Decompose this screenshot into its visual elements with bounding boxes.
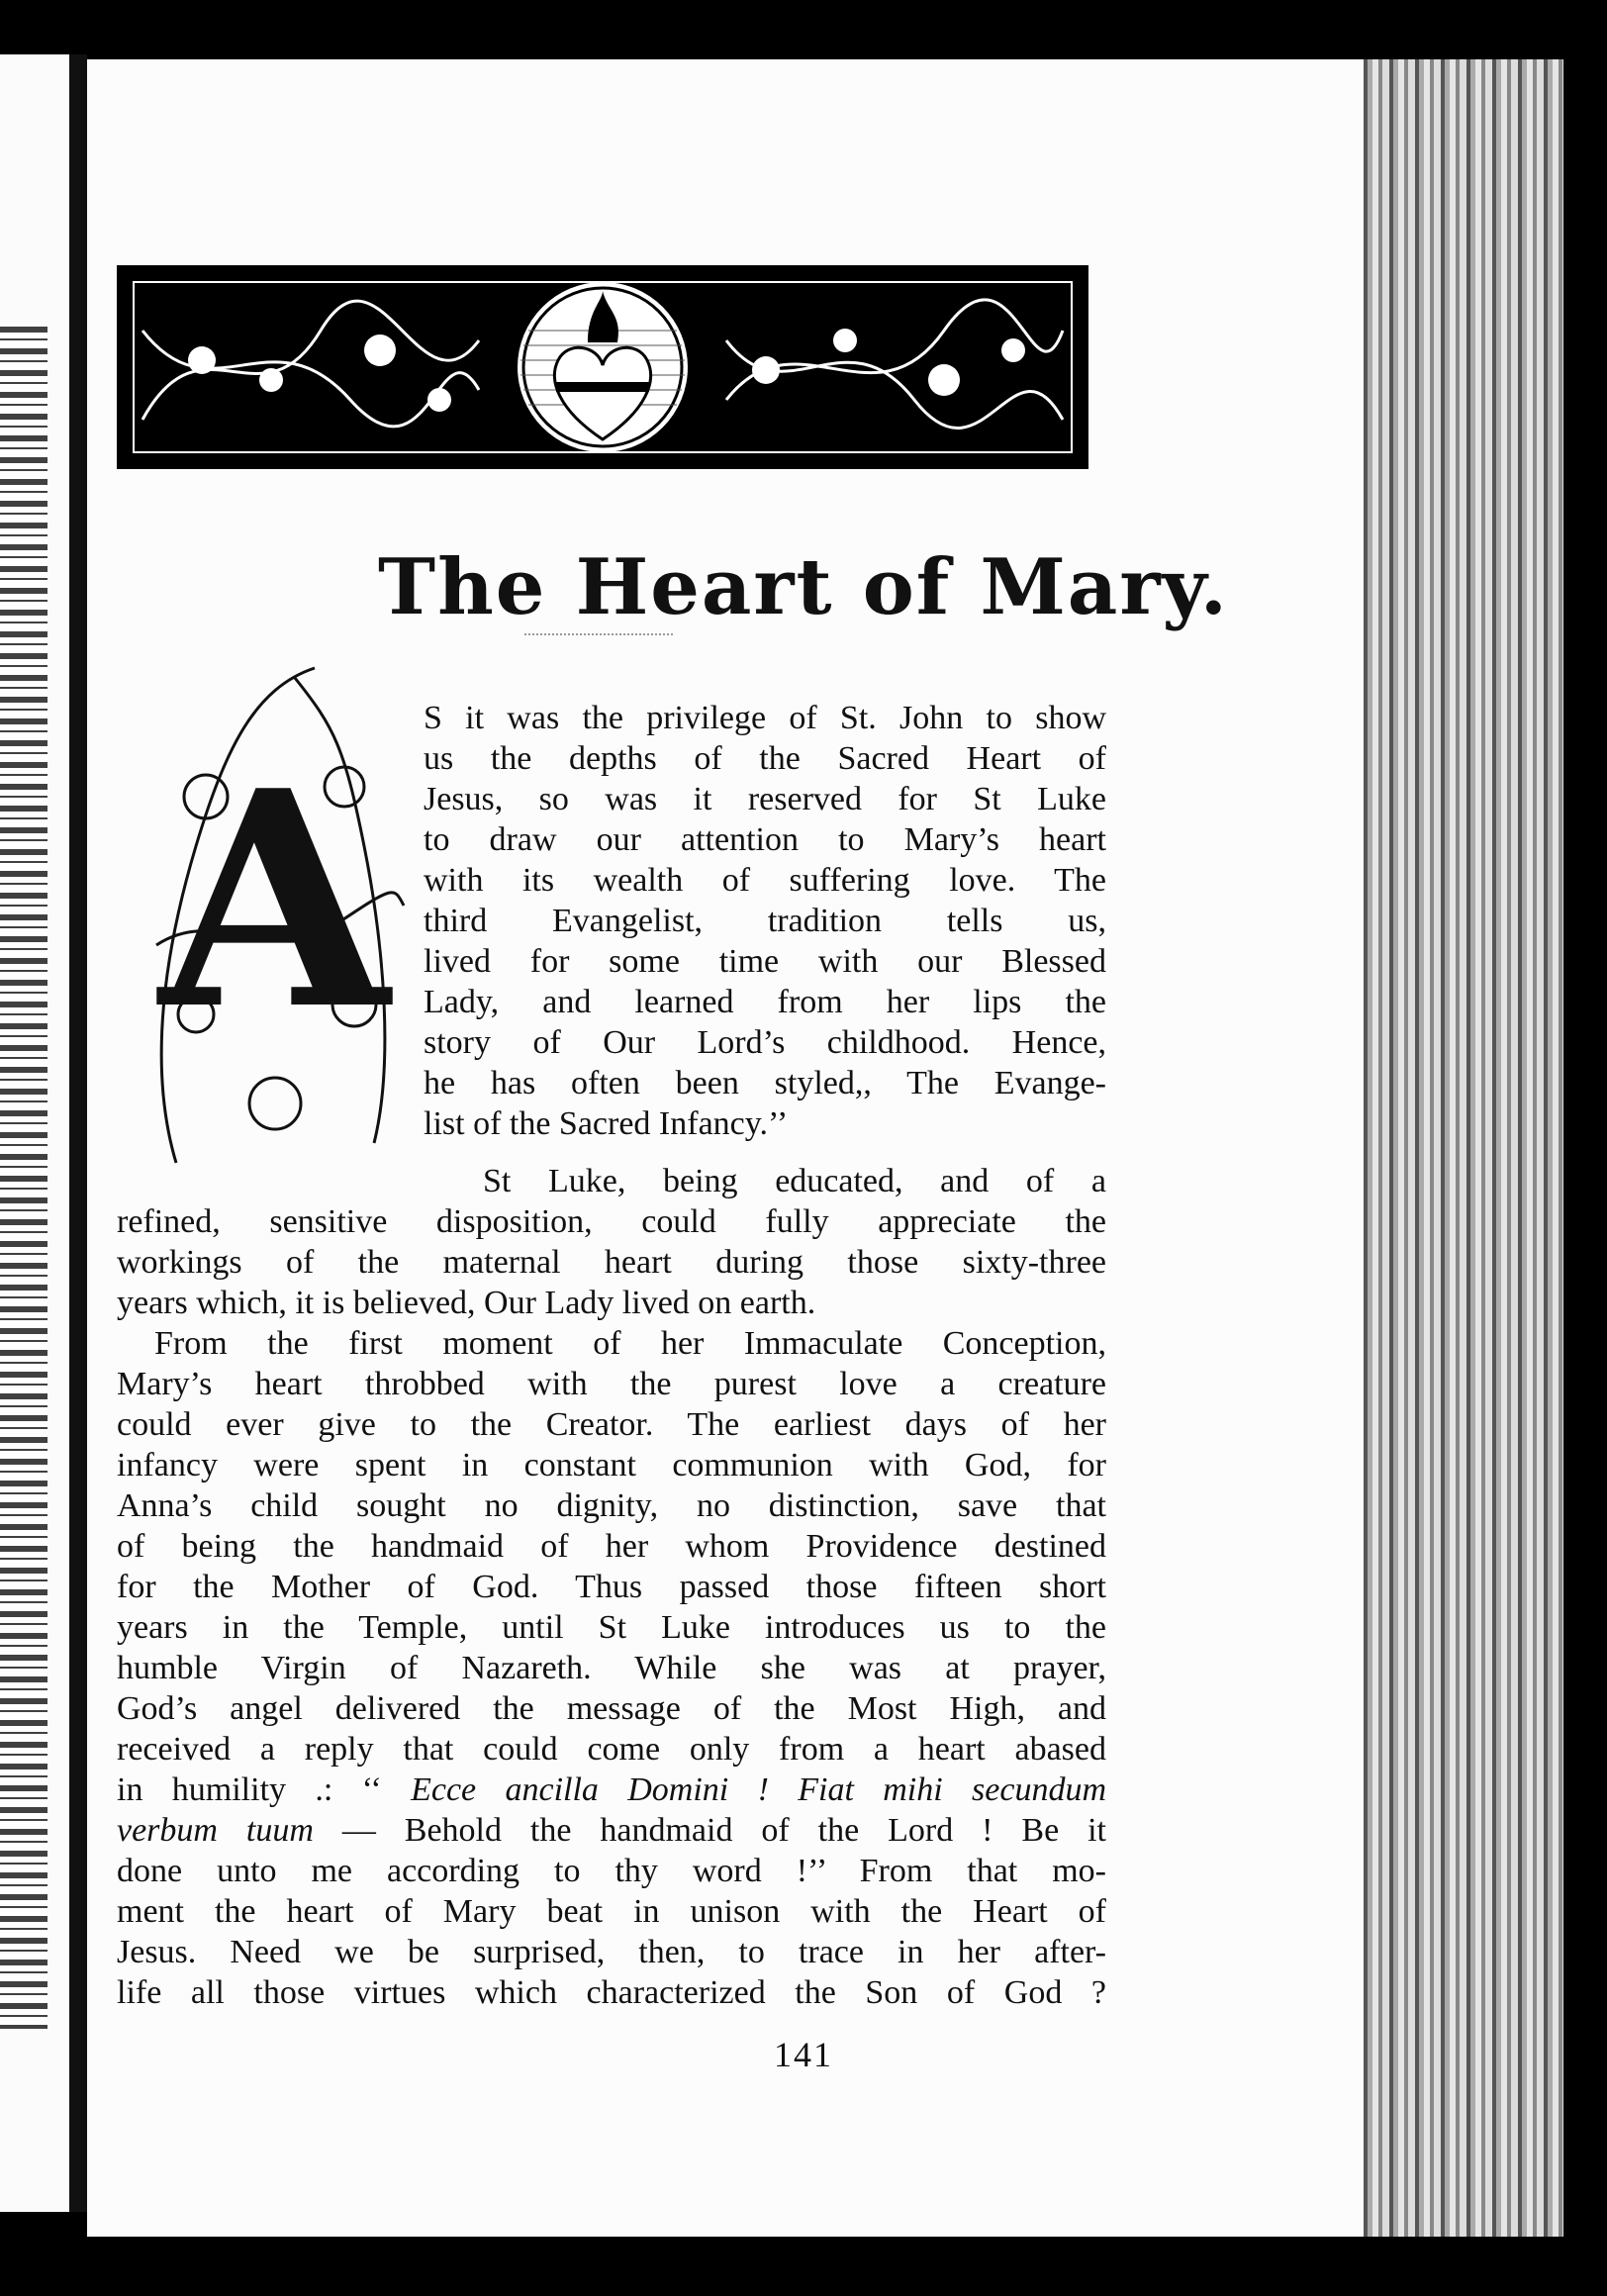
text-line: refined, sensitive disposition, could fully appreciate the [117,1203,1106,1240]
text-fragment: in humility .: ‘‘ [117,1771,412,1808]
text-line: third Evangelist, tradition tells us, [424,903,1106,939]
paragraph-3 [117,1323,1106,2013]
text-line: humble Virgin of Nazareth. While she was at prayer, [117,1650,1106,1686]
sacred-heart-medallion [518,282,688,452]
text-line: to draw our attention to Mary’s heart [424,821,1106,858]
title-divider [524,633,673,635]
text-line: received a reply that could come only from a heart abased [117,1731,1106,1768]
text-line: could ever give to the Creator. The earliest days of her [117,1406,1106,1443]
text-line: Lady, and learned from her lips the [424,984,1106,1020]
text-line-latin [117,1770,1106,1810]
text-fragment: — Behold the handmaid of the Lord ! Be it [313,1812,1106,1849]
latin-quote: Ecce ancilla Domini ! Fiat mihi secundum [411,1771,1107,1808]
chapter-title: The Heart of Mary. [378,542,1229,632]
text-line: for the Mother of God. Thus passed those fifteen short [117,1569,1106,1605]
text-line-latin [117,1810,1106,1851]
text-line: Jesus, so was it reserved for St Luke [424,781,1106,817]
text-line: with its wealth of suffering love. The [424,862,1106,899]
page-number: 141 [774,2035,833,2074]
text-line: us the depths of the Sacred Heart of [424,740,1106,777]
paragraph-1 [424,698,1106,1144]
text-line: Mary’s heart throbbed with the purest love a creature [117,1366,1106,1402]
ornamental-header-banner [117,265,1088,469]
text-line: of being the handmaid of her whom Providence destined [117,1528,1106,1565]
text-line: list of the Sacred Infancy.’’ [424,1105,789,1142]
text-line: God’s angel delivered the message of the Most High, and [117,1690,1106,1727]
text-line: years which, it is believed, Our Lady lived on earth. [117,1285,816,1321]
text-line: Jesus. Need we be surprised, then, to trace in her after- [117,1934,1106,1970]
text-line: S it was the privilege of St. John to show [424,700,1106,736]
page-stack-edges [1364,59,1563,2237]
text-line: he has often been styled,, The Evange- [424,1065,1106,1101]
paragraph-2 [117,1161,1106,1323]
text-line: story of Our Lord’s childhood. Hence, [424,1024,1106,1061]
text-line: St Luke, being educated, and of a [483,1163,1106,1199]
text-line: done unto me according to thy word !’’ From that mo- [117,1853,1106,1889]
text-line: ment the heart of Mary beat in unison with the Heart of [117,1893,1106,1930]
book-gutter [69,54,87,2212]
text-line: years in the Temple, until St Luke introduces us to the [117,1609,1106,1646]
illuminated-drop-cap [137,648,412,1183]
text-line: Anna’s child sought no dignity, no distinction, save that [117,1487,1106,1524]
text-line: infancy were spent in constant communion with God, for [117,1447,1106,1483]
text-line: life all those virtues which characterized the Son of God ? [117,1974,1106,2011]
lily-vine-ornament [123,271,1083,463]
text-line: workings of the maternal heart during those sixty-three [117,1244,1106,1281]
text-line: lived for some time with our Blessed [424,943,1106,980]
drop-cap-letter: A [158,725,390,1075]
latin-quote: verbum tuum [117,1812,314,1849]
text-line: From the first moment of her Immaculate Conception, [154,1325,1106,1362]
